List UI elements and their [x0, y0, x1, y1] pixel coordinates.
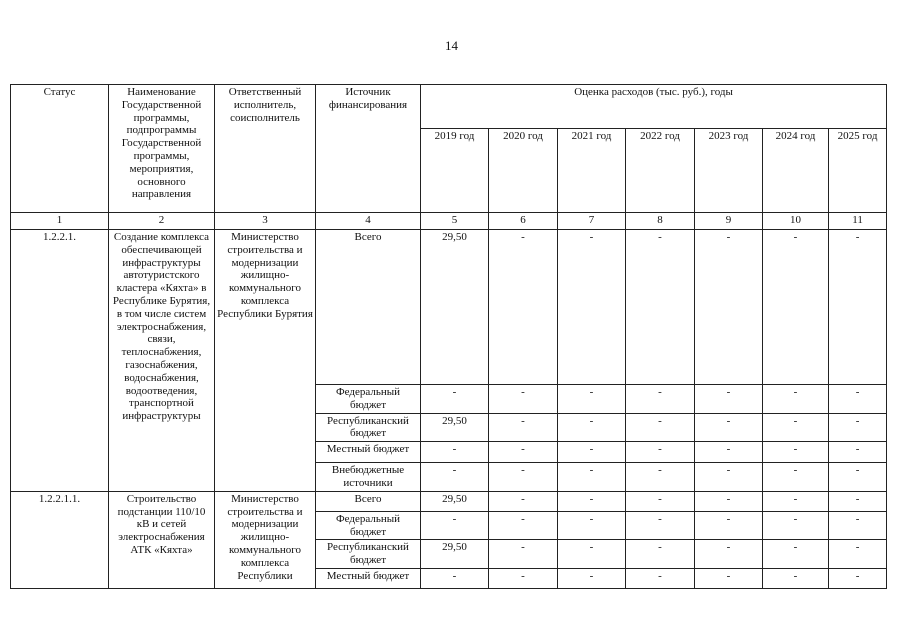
value-cell: -: [695, 568, 763, 588]
value-cell: -: [763, 568, 829, 588]
value-cell: -: [421, 442, 489, 463]
value-cell: -: [829, 413, 887, 442]
column-number: 8: [626, 213, 695, 230]
value-cell: -: [626, 230, 695, 385]
column-number: 7: [558, 213, 626, 230]
value-cell: -: [489, 463, 558, 492]
source-cell: Республиканский бюджет: [316, 413, 421, 442]
status-cell: 1.2.2.1.: [11, 230, 109, 492]
value-cell: -: [763, 463, 829, 492]
value-cell: -: [626, 413, 695, 442]
value-cell: -: [695, 413, 763, 442]
value-cell: -: [763, 442, 829, 463]
value-cell: -: [558, 568, 626, 588]
header-year: 2022 год: [626, 129, 695, 213]
source-cell: Внебюджетные источники: [316, 463, 421, 492]
value-cell: -: [558, 463, 626, 492]
header-name: Наименование Государственной программы, подпрограммы Государственной программы, мероприятия, основного направления: [109, 85, 215, 213]
header-row-top: [11, 85, 887, 129]
value-cell: -: [558, 442, 626, 463]
header-year: 2023 год: [695, 129, 763, 213]
value-cell: -: [695, 540, 763, 569]
column-number: 5: [421, 213, 489, 230]
page-number: 14: [445, 38, 458, 53]
value-cell: -: [763, 491, 829, 511]
value-cell: -: [695, 511, 763, 540]
table-row: [11, 491, 887, 511]
value-cell: -: [489, 230, 558, 385]
value-cell: -: [763, 230, 829, 385]
column-number: 10: [763, 213, 829, 230]
value-cell: -: [489, 491, 558, 511]
value-cell: 29,50: [421, 540, 489, 569]
value-cell: -: [829, 540, 887, 569]
value-cell: -: [626, 491, 695, 511]
value-cell: -: [695, 491, 763, 511]
value-cell: -: [558, 385, 626, 414]
value-cell: -: [489, 442, 558, 463]
value-cell: -: [695, 385, 763, 414]
value-cell: -: [829, 491, 887, 511]
value-cell: -: [626, 511, 695, 540]
value-cell: 29,50: [421, 413, 489, 442]
value-cell: -: [558, 413, 626, 442]
source-cell: Федеральный бюджет: [316, 511, 421, 540]
value-cell: -: [421, 568, 489, 588]
value-cell: -: [626, 540, 695, 569]
source-cell: Республиканский бюджет: [316, 540, 421, 569]
executor-cell: [215, 491, 316, 588]
value-cell: -: [421, 511, 489, 540]
column-number: 3: [215, 213, 316, 230]
column-number: 4: [316, 213, 421, 230]
source-cell: Местный бюджет: [316, 568, 421, 588]
value-cell: -: [558, 511, 626, 540]
value-cell: -: [695, 442, 763, 463]
value-cell: -: [626, 385, 695, 414]
header-expenses: Оценка расходов (тыс. руб.), годы: [421, 85, 887, 129]
header-executor: Ответственный исполнитель, соисполнитель: [215, 85, 316, 213]
status-cell: 1.2.2.1.1.: [11, 491, 109, 588]
value-cell: -: [763, 511, 829, 540]
value-cell: -: [421, 385, 489, 414]
value-cell: -: [489, 568, 558, 588]
header-year: 2024 год: [763, 129, 829, 213]
value-cell: -: [626, 442, 695, 463]
value-cell: -: [829, 568, 887, 588]
column-number: 1: [11, 213, 109, 230]
header-year: 2019 год: [421, 129, 489, 213]
value-cell: -: [558, 540, 626, 569]
value-cell: -: [489, 385, 558, 414]
name-cell: Создание комплекса обеспечивающей инфраструктуры автотуристского кластера «Кяхта» в Республике Бурятия, в том числе систем электроснабжения, связи, теплоснабжения, газоснабжения, водоснабжения, водоотведения, транспортной инфраструктуры: [109, 230, 215, 492]
source-cell: Местный бюджет: [316, 442, 421, 463]
value-cell: -: [695, 463, 763, 492]
value-cell: -: [489, 511, 558, 540]
source-cell: Всего: [316, 491, 421, 511]
value-cell: -: [558, 230, 626, 385]
value-cell: -: [763, 413, 829, 442]
value-cell: 29,50: [421, 491, 489, 511]
column-number: 2: [109, 213, 215, 230]
source-cell: Федеральный бюджет: [316, 385, 421, 414]
value-cell: -: [829, 385, 887, 414]
value-cell: -: [626, 568, 695, 588]
header-year: 2025 год: [829, 129, 887, 213]
header-year: 2020 год: [489, 129, 558, 213]
header-status: Статус: [11, 85, 109, 213]
value-cell: -: [626, 463, 695, 492]
column-number-row: [11, 213, 887, 230]
value-cell: -: [558, 491, 626, 511]
executor-cell: Министерство строительства и модернизации жилищно-коммунального комплекса Республики Бурятия: [215, 230, 316, 492]
value-cell: -: [829, 442, 887, 463]
value-cell: -: [763, 540, 829, 569]
value-cell: -: [489, 540, 558, 569]
column-number: 6: [489, 213, 558, 230]
name-cell: Строительство подстанции 110/10 кВ и сетей электроснабжения АТК «Кяхта»: [109, 491, 215, 588]
budget-table: [10, 84, 887, 589]
value-cell: -: [763, 385, 829, 414]
value-cell: 29,50: [421, 230, 489, 385]
value-cell: -: [421, 463, 489, 492]
header-source: Источник финансирования: [316, 85, 421, 213]
executor-text: Министерство строительства и модернизации жилищно-коммунального комплекса Республики: [227, 492, 303, 582]
table-row: [11, 230, 887, 385]
column-number: 9: [695, 213, 763, 230]
column-number: 11: [829, 213, 887, 230]
value-cell: -: [829, 463, 887, 492]
value-cell: -: [695, 230, 763, 385]
value-cell: -: [829, 230, 887, 385]
source-cell: Всего: [316, 230, 421, 385]
header-year: 2021 год: [558, 129, 626, 213]
value-cell: -: [489, 413, 558, 442]
value-cell: -: [829, 511, 887, 540]
